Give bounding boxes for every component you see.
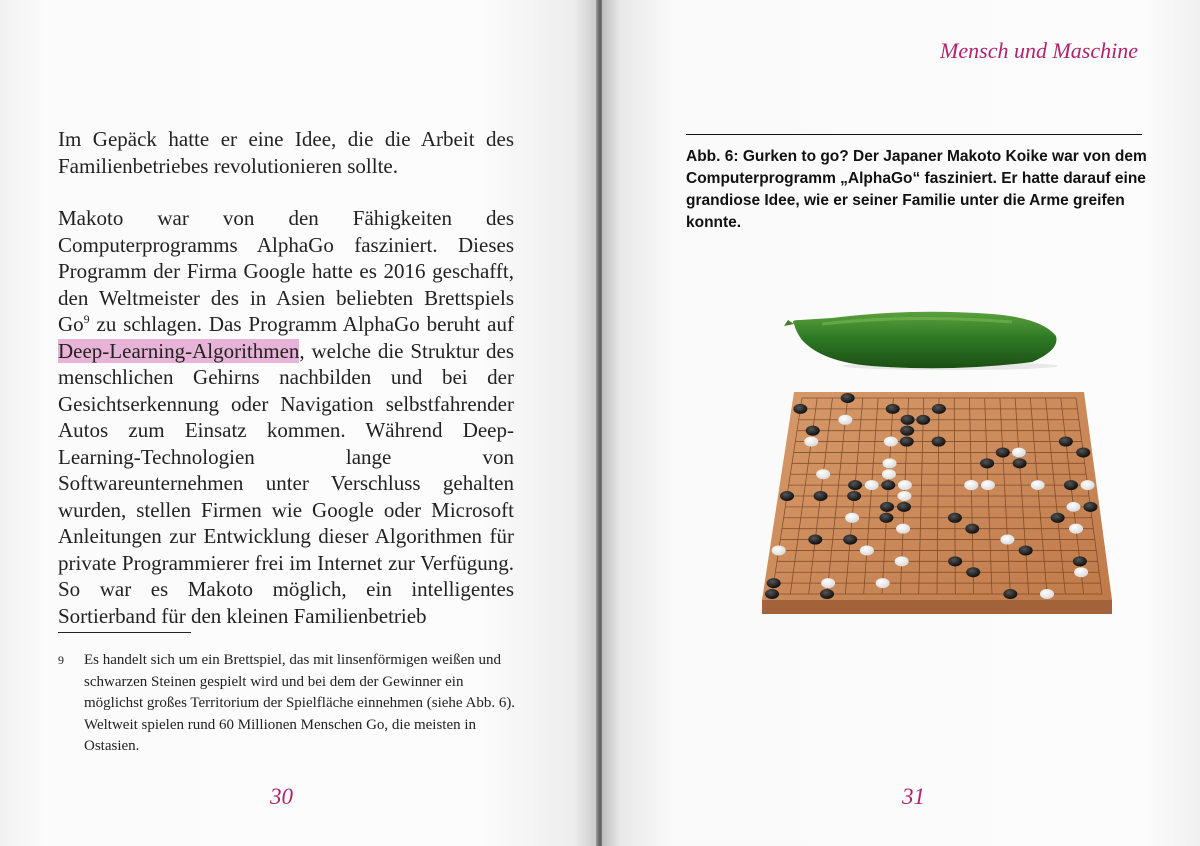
white-stone bbox=[1040, 589, 1054, 599]
black-stone bbox=[808, 535, 822, 545]
black-stone bbox=[820, 589, 834, 599]
white-stone bbox=[1081, 480, 1095, 490]
white-stone bbox=[845, 513, 859, 523]
black-stone bbox=[806, 426, 820, 436]
black-stone bbox=[1059, 437, 1073, 447]
figure-cucumber-go-board bbox=[732, 300, 1152, 620]
black-stone bbox=[881, 480, 895, 490]
body-text bbox=[58, 126, 514, 655]
black-stone bbox=[1064, 480, 1078, 490]
paragraph-2 bbox=[58, 205, 514, 629]
white-stone bbox=[838, 415, 852, 425]
white-stone bbox=[860, 545, 874, 555]
black-stone bbox=[965, 524, 979, 534]
footnote bbox=[58, 650, 518, 758]
black-stone bbox=[996, 447, 1010, 457]
black-stone bbox=[765, 589, 779, 599]
paragraph-2-part-a: Makoto war von den Fähigkeiten des Computerprogramms AlphaGo fasziniert. Dieses Programm der Firma Google hatte es 2016 geschafft, den Weltmeister des in Asien beliebten Brettspiels Go bbox=[58, 206, 514, 336]
white-stone bbox=[804, 437, 818, 447]
white-stone bbox=[883, 458, 897, 468]
black-stone bbox=[793, 404, 807, 414]
white-stone bbox=[898, 480, 912, 490]
white-stone bbox=[816, 469, 830, 479]
black-stone bbox=[901, 415, 915, 425]
white-stone bbox=[1031, 480, 1045, 490]
go-board-image bbox=[762, 392, 1112, 614]
paragraph-2-part-b: zu schlagen. Das Programm AlphaGo beruht auf bbox=[89, 312, 514, 336]
figure-caption: Abb. 6: Gurken to go? Der Japaner Makoto Koike war von dem Computerprogramm „AlphaGo“ fasziniert. Er hatte darauf eine grandiose Idee, wie er seiner Familie unter die Arme greifen konnte. bbox=[686, 148, 1147, 231]
white-stone bbox=[981, 480, 995, 490]
running-head: Mensch und Maschine bbox=[940, 38, 1138, 63]
white-stone bbox=[964, 480, 978, 490]
white-stone bbox=[884, 437, 898, 447]
white-stone bbox=[865, 480, 879, 490]
black-stone bbox=[916, 415, 930, 425]
white-stone bbox=[876, 578, 890, 588]
black-stone bbox=[932, 404, 946, 414]
page-number-right: 31 bbox=[902, 784, 925, 809]
footnote-divider bbox=[58, 632, 191, 633]
white-stone bbox=[1012, 447, 1026, 457]
white-stone bbox=[821, 578, 835, 588]
black-stone bbox=[1073, 556, 1087, 566]
white-stone bbox=[896, 524, 910, 534]
right-page bbox=[602, 0, 1200, 846]
footnote-reference[interactable]: 9 bbox=[83, 312, 90, 326]
black-stone bbox=[1083, 502, 1097, 512]
white-stone bbox=[1074, 567, 1088, 577]
white-stone bbox=[772, 545, 786, 555]
black-stone bbox=[897, 502, 911, 512]
white-stone bbox=[897, 491, 911, 501]
cucumber-image bbox=[784, 312, 1058, 370]
black-stone bbox=[948, 556, 962, 566]
black-stone bbox=[879, 513, 893, 523]
black-stone bbox=[1003, 589, 1017, 599]
paragraph-1: Im Gepäck hatte er eine Idee, die die Arbeit des Familienbetriebes revolutionieren sollte. bbox=[58, 127, 514, 178]
white-stone bbox=[1069, 524, 1083, 534]
highlighted-term[interactable]: Deep-Learning-Algorithmen bbox=[58, 338, 300, 363]
left-page bbox=[0, 0, 598, 846]
figure-illustration bbox=[732, 300, 1152, 620]
black-stone bbox=[1051, 513, 1065, 523]
white-stone bbox=[895, 556, 909, 566]
black-stone bbox=[1019, 545, 1033, 555]
black-stone bbox=[966, 567, 980, 577]
black-stone bbox=[767, 578, 781, 588]
black-stone bbox=[814, 491, 828, 501]
black-stone bbox=[841, 393, 855, 403]
white-stone bbox=[1000, 535, 1014, 545]
black-stone bbox=[980, 458, 994, 468]
black-stone bbox=[900, 426, 914, 436]
black-stone bbox=[880, 502, 894, 512]
black-stone bbox=[1013, 458, 1027, 468]
caption-divider bbox=[686, 134, 1142, 135]
footnote-text: Es handelt sich um ein Brettspiel, das mit linsenförmigen weißen und schwarzen Steinen gespielt wird und bei dem der Gewinner ein möglichst großes Territorium der Spielfläche einnehmen (siehe Abb. 6). Weltweit spielen rund 60 Millionen Menschen Go, die meisten in Ostasien. bbox=[84, 652, 516, 754]
black-stone bbox=[780, 491, 794, 501]
black-stone bbox=[1076, 447, 1090, 457]
black-stone bbox=[948, 513, 962, 523]
black-stone bbox=[886, 404, 900, 414]
white-stone bbox=[882, 469, 896, 479]
black-stone bbox=[847, 491, 861, 501]
black-stone bbox=[848, 480, 862, 490]
footnote-mark: 9 bbox=[58, 653, 64, 667]
black-stone bbox=[932, 437, 946, 447]
white-stone bbox=[1066, 502, 1080, 512]
paragraph-2-part-c: , welche die Struktur des menschlichen Gehirns nachbilden und bei der Gesichtserkennung oder Navigation selbstfahrender Autos zum Einsatz kommen. Während Deep-Learning-Technologien lange von Softwareunternehmen unter Verschluss gehalten wurden, stellen Firmen wie Google oder Microsoft Anleitungen zur Entwicklung dieser Algorithmen für private Programmierer frei im Internet zur Verfügung. So war es Makoto möglich, ein intelligentes Sortierband für den kleinen Familienbetrieb bbox=[58, 338, 514, 628]
black-stone bbox=[900, 437, 914, 447]
black-stone bbox=[843, 535, 857, 545]
page-number-left: 30 bbox=[270, 784, 293, 809]
